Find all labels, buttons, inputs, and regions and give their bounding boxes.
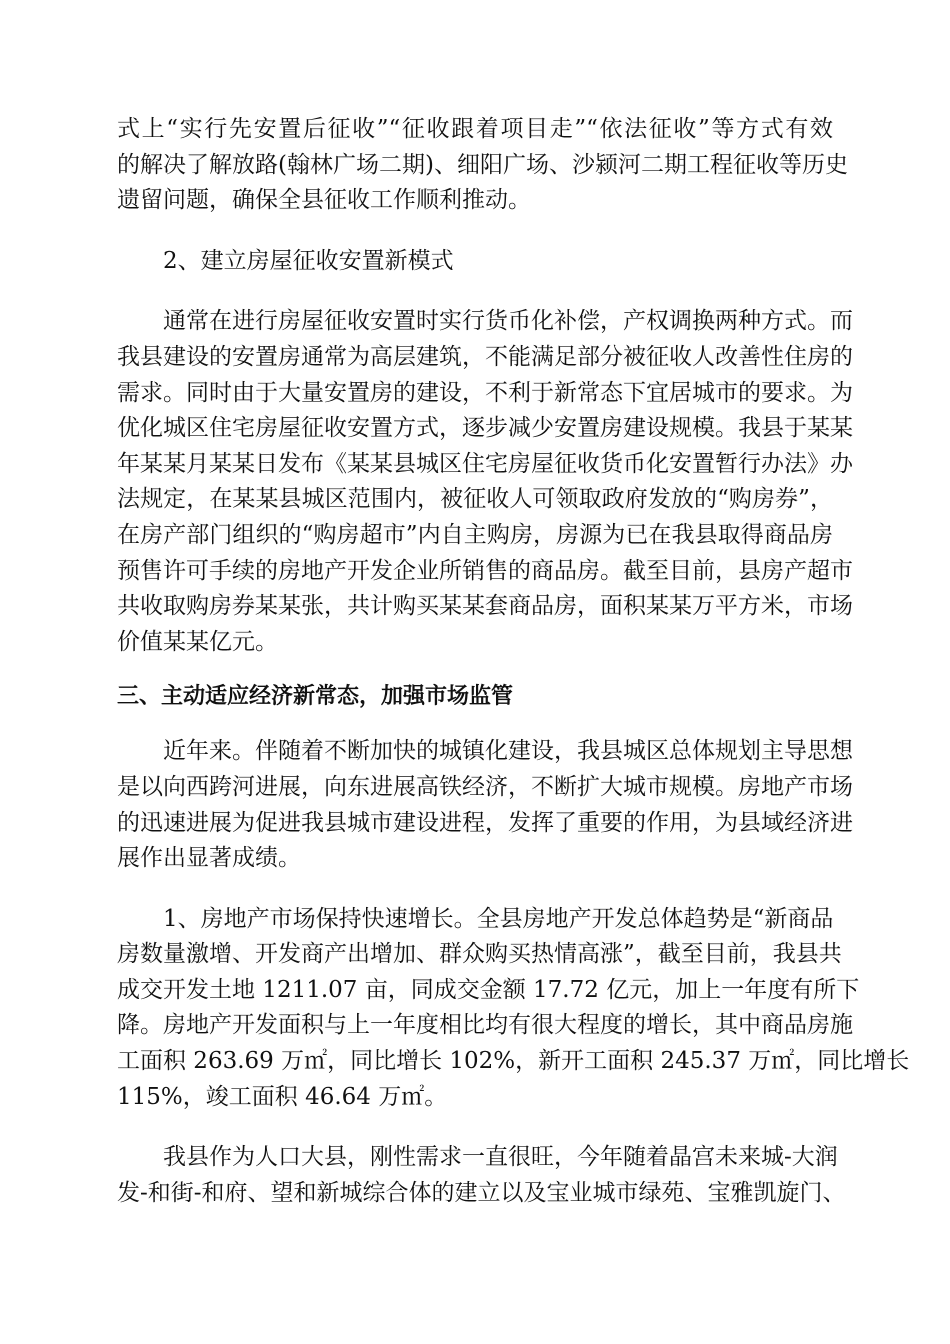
subheading-text: 2、建立房屋征收安置新模式 — [163, 247, 454, 274]
text-line: 式上“实行先安置后征收”“征收跟着项目走”“依法征收”等方式有效 — [117, 116, 833, 142]
paragraph-demand — [117, 1140, 846, 1211]
text-line: 的解决了解放路(翰林广场二期)、细阳广场、沙颍河二期工程征收等历史 — [117, 151, 848, 178]
text-line: 遗留问题，确保全县征收工作顺利推动。 — [117, 187, 531, 214]
text-line: 我县作为人口大县，刚性需求一直很旺，今年随着晶宫未来城-大润 — [163, 1144, 838, 1171]
heading-text: 三、主动适应经济新常态，加强市场监管 — [117, 684, 514, 710]
text-line: 通常在进行房屋征收安置时实行货币化补偿，产权调换两种方式。而 — [163, 308, 853, 335]
text-line: 需求。同时由于大量安置房的建设，不利于新常态下宜居城市的要求。为 — [117, 379, 853, 406]
document-body — [117, 112, 910, 1211]
text-line: 年某某月某某日发布《某某县城区住宅房屋征收货币化安置暂行办法》办 — [117, 450, 853, 477]
text-line: 发-和街-和府、望和新城综合体的建立以及宝业城市绿苑、宝雅凯旋门、 — [117, 1179, 846, 1206]
text-line: 工面积 263.69 万㎡，同比增长 102%，新开工面积 245.37 万㎡，同比增长 — [117, 1048, 910, 1075]
text-line: 房数量激增、开发商产出增加、群众购买热情高涨”，截至目前，我县共 — [117, 941, 842, 968]
paragraph-continuation — [117, 112, 848, 219]
subheading-2 — [117, 244, 833, 280]
text-line: 共收取购房券某某张，共计购买某某套商品房，面积某某万平方米，市场 — [117, 593, 853, 620]
text-line: 成交开发土地 1211.07 亩，同成交金额 17.72 亿元，加上一年度有所下 — [117, 976, 860, 1003]
paragraph-compensation — [117, 304, 853, 660]
paragraph-recent-years — [117, 734, 853, 876]
text-line: 价值某某亿元。 — [117, 628, 278, 655]
paragraph-market-growth — [117, 902, 910, 1116]
text-line: 是以向西跨河进展，向东进展高铁经济，不断扩大城市规模。房地产市场 — [117, 773, 853, 800]
text-line: 我县建设的安置房通常为高层建筑，不能满足部分被征收人改善性住房的 — [117, 343, 853, 370]
text-line: 展作出显著成绩。 — [117, 845, 301, 872]
text-line: 优化城区住宅房屋征收安置方式，逐步减少安置房建设规模。我县于某某 — [117, 415, 853, 442]
text-line: 的迅速进展为促进我县城市建设进程，发挥了重要的作用，为县域经济进 — [117, 809, 853, 836]
text-line: 在房产部门组织的“购房超市”内自主购房，房源为已在我县取得商品房 — [117, 521, 833, 548]
text-line: 法规定，在某某县城区范围内，被征收人可领取政府发放的“购房券”， — [117, 486, 833, 513]
section-heading-3 — [117, 680, 833, 714]
text-line: 降。房地产开发面积与上一年度相比均有很大程度的增长，其中商品房施 — [117, 1012, 853, 1039]
text-line: 115%，竣工面积 46.64 万㎡。 — [117, 1083, 448, 1110]
text-line: 1、房地产市场保持快速增长。全县房地产开发总体趋势是“新商品 — [163, 905, 834, 932]
text-line: 近年来。伴随着不断加快的城镇化建设，我县城区总体规划主导思想 — [163, 738, 853, 765]
text-line: 预售许可手续的房地产开发企业所销售的商品房。截至目前，县房产超市 — [117, 557, 853, 584]
